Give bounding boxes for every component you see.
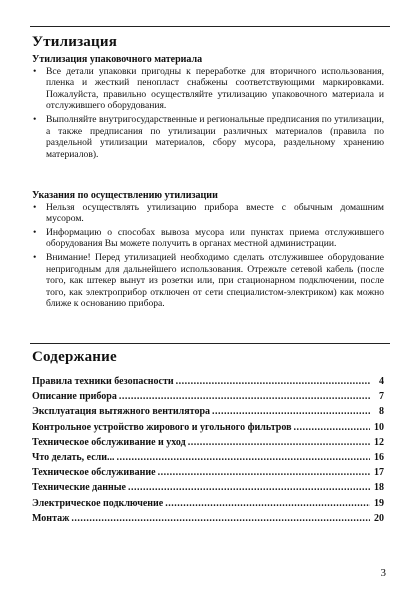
toc-page: 7 <box>379 391 384 403</box>
toc-entry[interactable] <box>32 498 384 513</box>
toc-entry[interactable] <box>32 482 384 497</box>
toc-leader <box>158 467 370 478</box>
toc-page: 19 <box>374 497 384 509</box>
instructions-heading: Указания по осуществлению утилизации <box>32 190 218 201</box>
toc-entry[interactable] <box>32 376 384 391</box>
toc-leader <box>117 452 370 463</box>
toc-leader <box>212 406 370 417</box>
contents-title: Содержание <box>32 349 117 365</box>
toc-entry[interactable] <box>32 513 384 528</box>
toc-entry[interactable] <box>32 467 384 482</box>
toc-leader <box>165 498 370 509</box>
toc-entry[interactable] <box>32 406 384 421</box>
table-of-contents <box>32 376 384 528</box>
toc-entry[interactable] <box>32 422 384 437</box>
toc-label: Контрольное устройство жирового и угольного фильтров <box>32 421 292 433</box>
toc-page: 12 <box>374 436 384 448</box>
packaging-heading: Утилизация упаковочного материала <box>32 54 203 65</box>
list-item: • Выполняйте внутригосударственные и региональные предписания по утилизации, а также предписания по утилизации различных материалов (правила по раздельной утилизации материалов, сбору мусора, раздельному хранению материалов). <box>33 113 384 160</box>
toc-label: Электрическое подключение <box>32 497 164 509</box>
toc-label: Технические данные <box>32 482 126 494</box>
utilization-title: Утилизация <box>32 34 118 50</box>
toc-label: Эксплуатация вытяжного вентилятора <box>32 406 211 418</box>
packaging-list <box>32 66 384 161</box>
list-item: • Информацию о способах вывоза мусора или пунктах приема отслужившего оборудования Вы можете получить в органах местной администрации. <box>33 226 384 250</box>
middle-rule <box>30 343 390 344</box>
list-item: • Нельзя осуществлять утилизацию прибора вместе с обычным домашним мусором. <box>33 201 384 225</box>
toc-label: Правила техники безопасности <box>32 376 174 387</box>
toc-leader <box>128 482 370 493</box>
toc-entry[interactable] <box>32 391 384 406</box>
toc-leader <box>119 391 370 402</box>
toc-label: Описание прибора <box>32 391 117 403</box>
toc-leader <box>71 513 370 524</box>
toc-entry[interactable] <box>32 437 384 452</box>
bullet-icon: • <box>33 226 37 238</box>
toc-page: 17 <box>374 467 384 479</box>
page-number: 3 <box>380 567 386 579</box>
packaging-section <box>32 54 384 162</box>
toc-label: Техническое обслуживание <box>32 467 156 479</box>
toc-page: 16 <box>374 451 384 463</box>
bullet-icon: • <box>33 251 37 263</box>
toc-page: 10 <box>374 421 384 433</box>
toc-leader <box>294 422 370 433</box>
bullet-icon: • <box>33 201 37 213</box>
instructions-list <box>32 202 384 310</box>
toc-label: Что делать, если... <box>32 451 115 463</box>
toc-label: Монтаж <box>32 512 70 524</box>
toc-entry[interactable] <box>32 452 384 467</box>
toc-leader <box>188 437 370 448</box>
toc-label: Техническое обслуживание и уход <box>32 436 186 448</box>
bullet-icon: • <box>33 65 37 77</box>
toc-page: 8 <box>379 406 384 418</box>
toc-page: 4 <box>379 376 384 387</box>
list-item: • Внимание! Перед утилизацией необходимо сделать отслужившее оборудование непригодным для дальнейшего использования. Отрежьте сетевой кабель (после того, как штекер вынут из розетки или, при стационарном подключении, после того, как электроприбор отключен от сети специалистом-электриком) как можно ближе к основанию прибора. <box>33 251 384 310</box>
list-item: • Все детали упаковки пригодны к переработке для вторичного использования, пленка и жесткий пенопласт снабжены соответствующими маркировками. Пожалуйста, правильно осуществляйте утилизацию упаковочного материала и отслужившего оборудования. <box>33 65 384 112</box>
top-rule <box>30 26 390 27</box>
instructions-section <box>32 190 384 312</box>
toc-page: 20 <box>374 512 384 524</box>
toc-page: 18 <box>374 482 384 494</box>
bullet-icon: • <box>33 113 37 125</box>
toc-leader <box>176 376 370 387</box>
